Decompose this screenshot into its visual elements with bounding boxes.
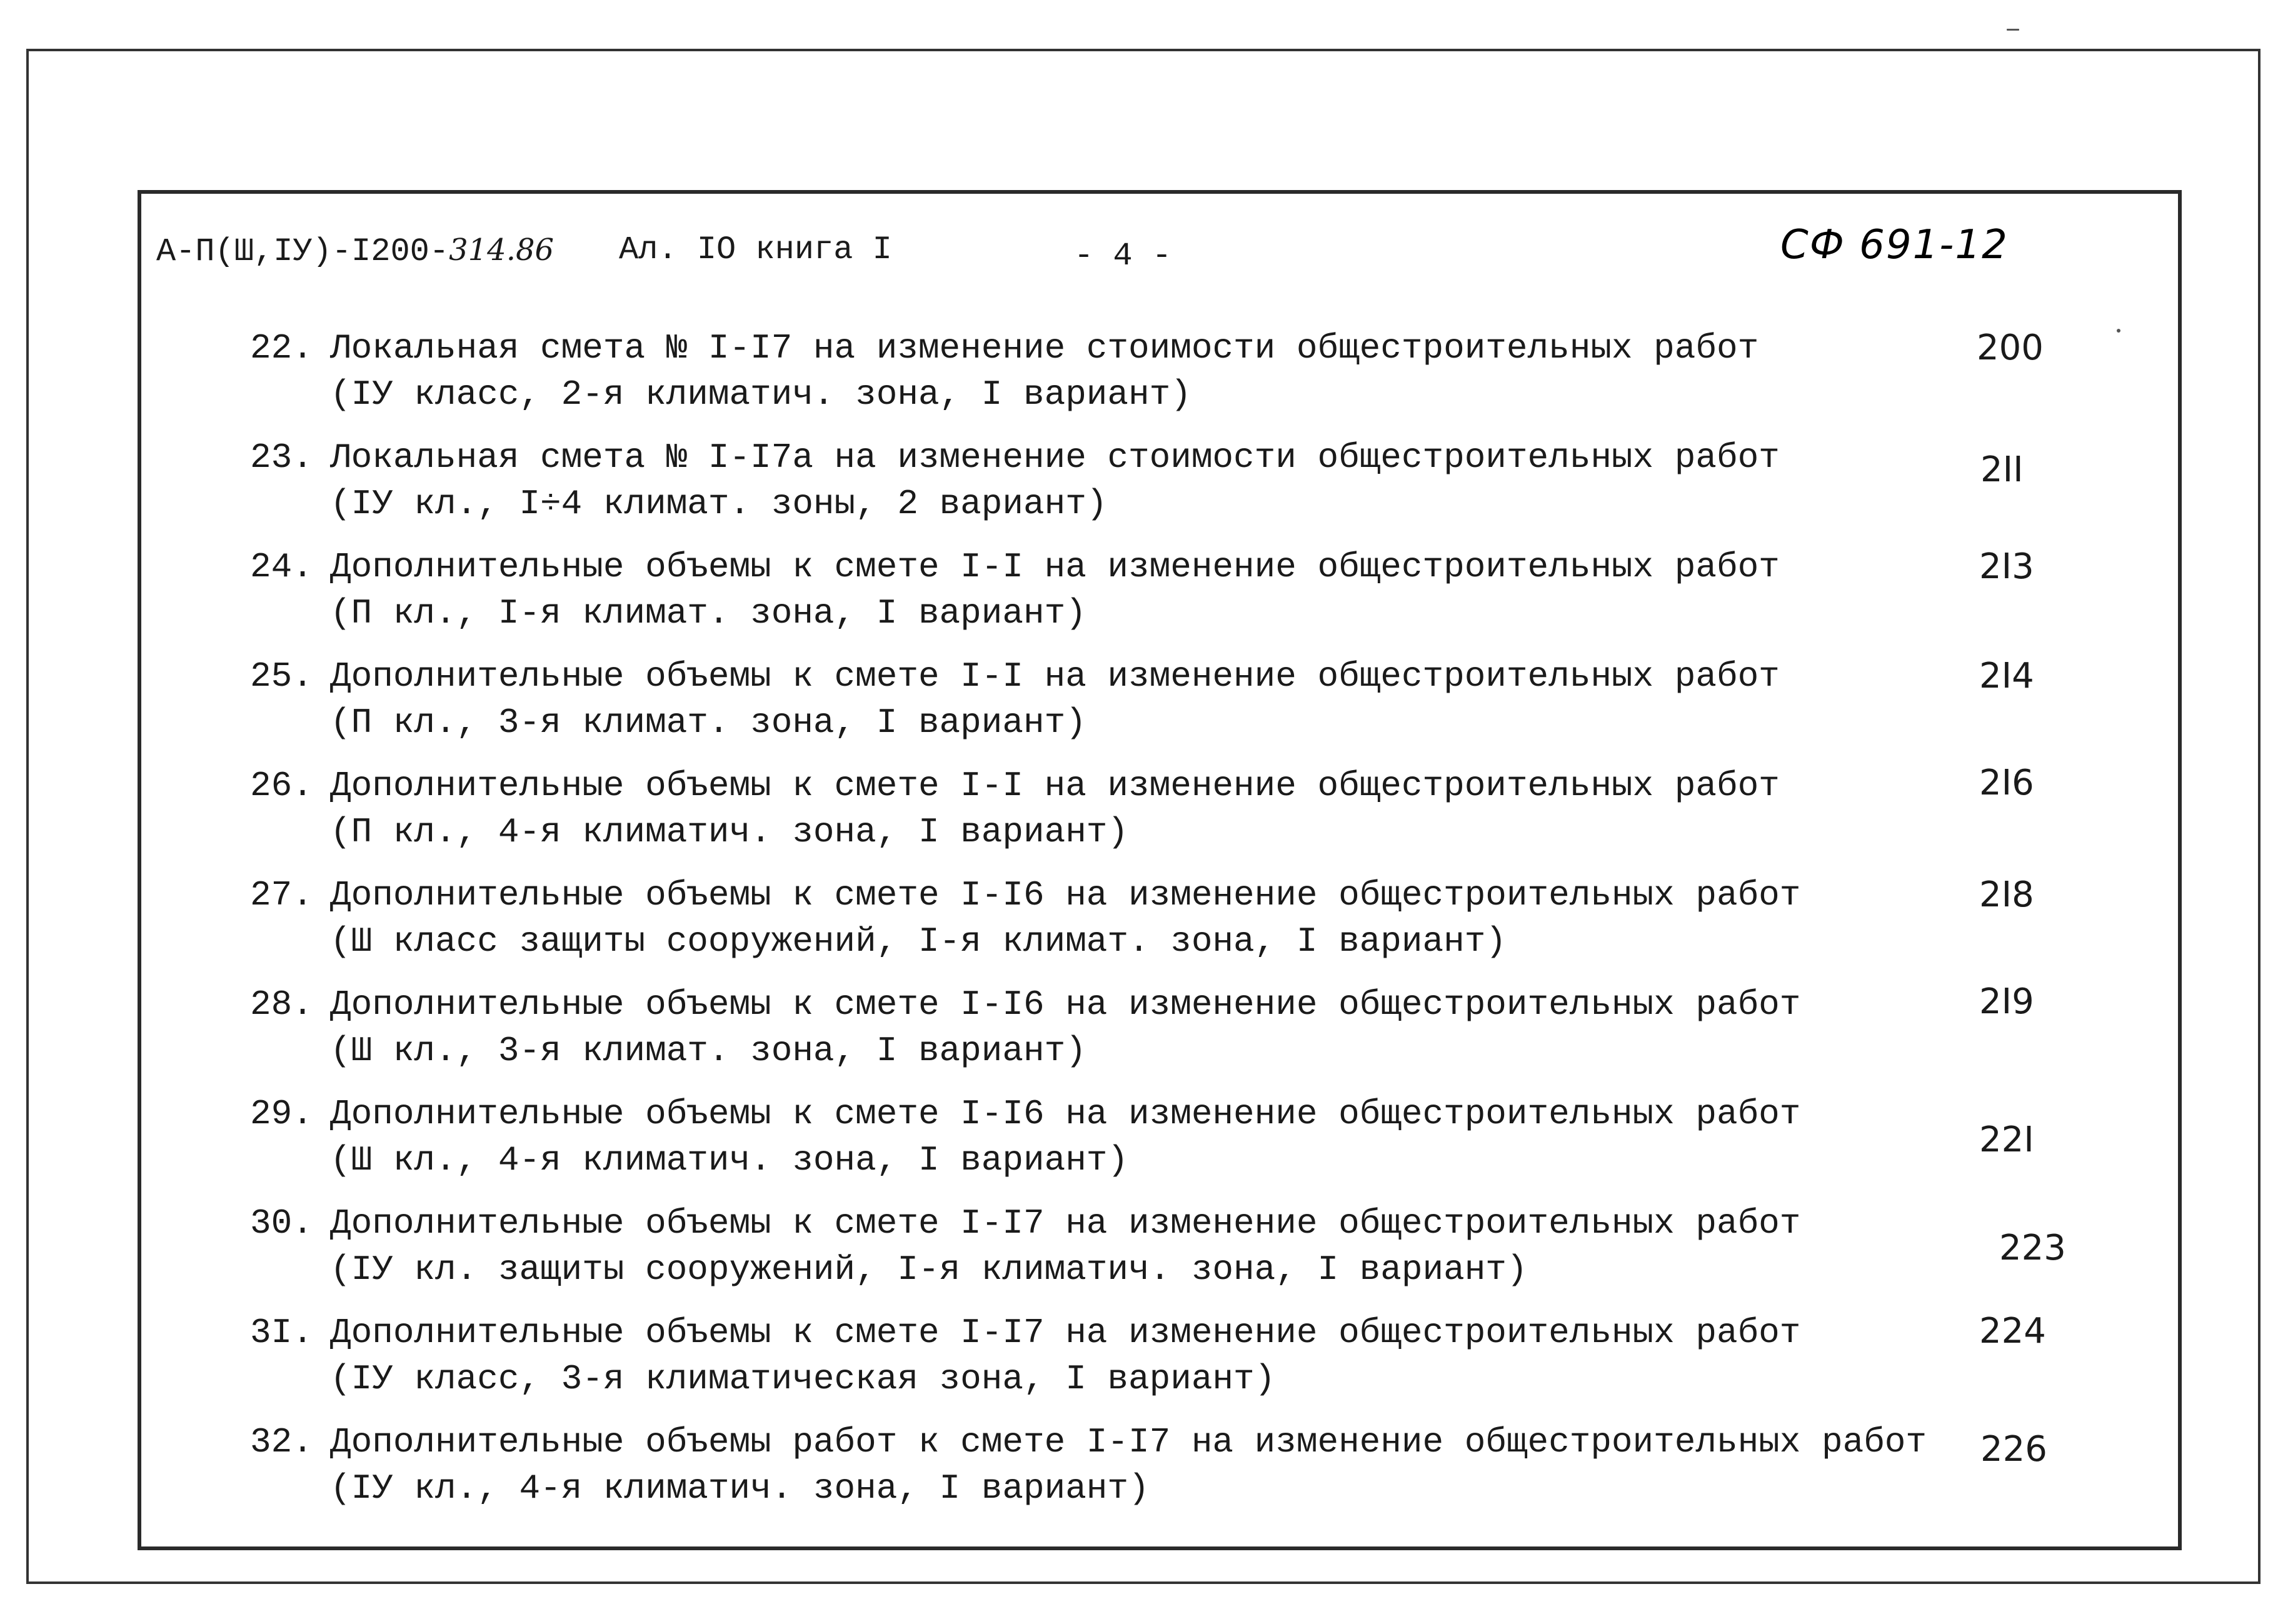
list-item [0,1200,2288,1300]
item-title: Дополнительные объемы работ к смете I-I7 на изменение общестроительных работ [330,1422,1927,1462]
item-subtitle: (П кл., I-я климат. зона, I вариант) [330,593,1086,633]
item-page: 2I9 [1979,981,2034,1022]
list-item [0,763,2288,863]
item-subtitle: (Ш кл., 4-я климатич. зона, I вариант) [330,1140,1129,1180]
scan-speck [2117,329,2120,333]
list-item [0,544,2288,644]
item-subtitle: (Ш кл., 3-я климат. зона, I вариант) [330,1031,1086,1071]
item-title: Локальная смета № I-I7а на изменение стоимости общестроительных работ [330,438,1780,478]
item-subtitle: (П кл., 3-я климат. зона, I вариант) [330,703,1086,743]
item-page: 2I4 [1979,656,2034,696]
item-title: Дополнительные объемы к смете I-I на изменение общестроительных работ [330,656,1780,696]
item-subtitle: (IУ кл., 4-я климатич. зона, I вариант) [330,1468,1150,1508]
item-title: Дополнительные объемы к смете I-I6 на изменение общестроительных работ [330,985,1801,1025]
item-title: Дополнительные объемы к смете I-I6 на изменение общестроительных работ [330,1094,1801,1134]
item-page: 200 [1977,328,2044,368]
item-page: 226 [1980,1429,2047,1470]
album-label: Ал. IO книга I [619,231,892,268]
item-number: 32. [250,1422,313,1462]
item-subtitle: (IУ кл. защиты сооружений, I-я климатич. зона, I вариант) [330,1250,1528,1290]
item-title: Дополнительные объемы к смете I-I на изменение общестроительных работ [330,766,1780,806]
item-page: 223 [1999,1228,2066,1268]
item-page: 2I3 [1979,546,2034,587]
item-page: 2I6 [1979,763,2034,803]
list-item [0,981,2288,1081]
item-title: Локальная смета № I-I7 на изменение стоимости общестроительных работ [330,328,1759,368]
item-subtitle: (П кл., 4-я климатич. зона, I вариант) [330,812,1129,852]
item-subtitle: (IУ кл., I÷4 климат. зоны, 2 вариант) [330,484,1108,524]
item-number: 24. [250,547,313,587]
list-item [0,1310,2288,1410]
list-item [0,872,2288,972]
item-subtitle: (IУ класс, 2-я климатич. зона, I вариант) [330,374,1192,414]
item-page: 2II [1980,449,2024,490]
item-number: 30. [250,1203,313,1243]
scan-speck [2007,29,2019,31]
item-number: 27. [250,875,313,915]
page-number: - 4 - [1074,238,1172,274]
item-title: Дополнительные объемы к смете I-I на изменение общестроительных работ [330,547,1780,587]
document-code-prefix: А-П(Ш,IУ)-I200- [156,233,449,270]
item-page: 2I8 [1979,875,2034,915]
item-title: Дополнительные объемы к смете I-I6 на изменение общестроительных работ [330,875,1801,915]
item-title: Дополнительные объемы к смете I-I7 на изменение общестроительных работ [330,1313,1801,1353]
item-page: 224 [1979,1311,2046,1351]
list-item [0,1419,2288,1519]
list-item [0,434,2288,534]
list-item [0,1091,2288,1191]
document-code-handwritten: 314.86 [449,233,554,268]
item-number: 29. [250,1094,313,1134]
list-item [0,653,2288,753]
item-number: 22. [250,328,313,368]
item-title: Дополнительные объемы к смете I-I7 на изменение общестроительных работ [330,1203,1801,1243]
item-number: 3I. [250,1313,313,1353]
list-item [0,325,2288,425]
item-subtitle: (IУ класс, 3-я климатическая зона, I вариант) [330,1359,1276,1399]
sheet-code-handwritten: СФ 691-12 [1780,222,2009,268]
item-subtitle: (Ш класс защиты сооружений, I-я климат. зона, I вариант) [330,921,1507,961]
item-number: 26. [250,766,313,806]
item-page: 22I [1979,1120,2034,1160]
item-number: 25. [250,656,313,696]
item-number: 23. [250,438,313,478]
item-number: 28. [250,985,313,1025]
